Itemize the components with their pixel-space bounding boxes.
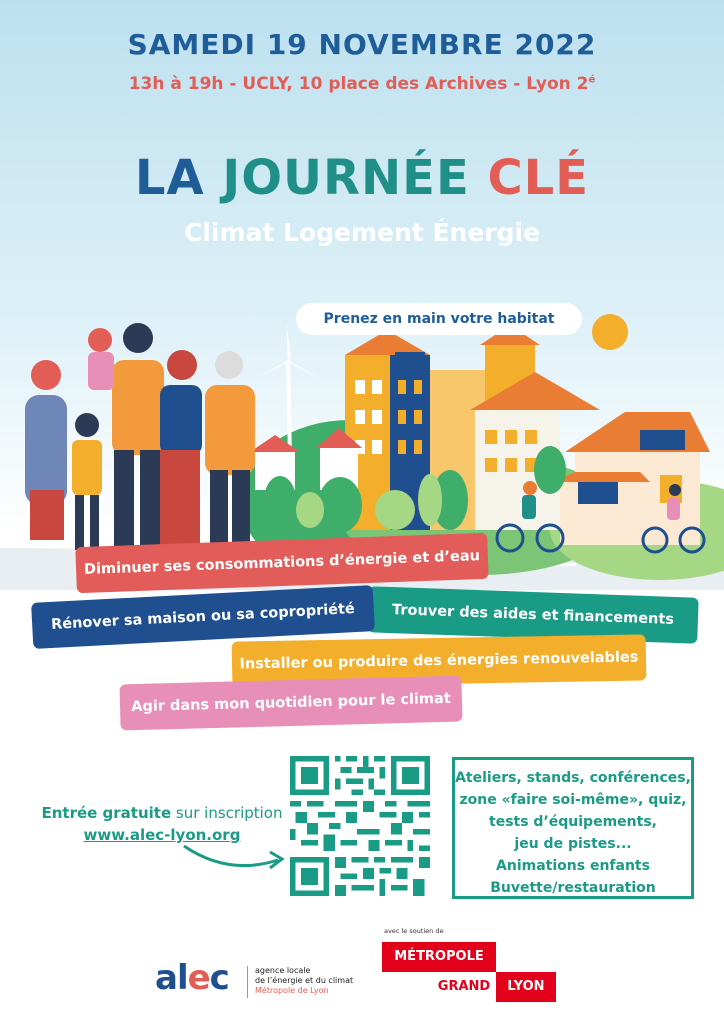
registration-suffix: sur inscription xyxy=(171,804,283,822)
theme-banner: Diminuer ses consommations d’énergie et d’eau xyxy=(75,533,488,593)
event-title xyxy=(0,150,724,206)
alec-divider xyxy=(247,966,248,998)
activity-line: zone «faire soi-même», quiz, xyxy=(459,792,687,808)
title-cle: CLÉ xyxy=(487,150,590,206)
title-la: LA xyxy=(134,150,205,206)
activity-line: Buvette/restauration xyxy=(490,880,656,896)
activities-box xyxy=(452,757,694,899)
alec-wordmark: alec xyxy=(155,958,229,998)
qr-code[interactable] xyxy=(290,756,430,896)
event-date: SAMEDI 19 NOVEMBRE 2022 xyxy=(127,28,597,61)
alec-logo xyxy=(155,958,354,998)
activity-line: Ateliers, stands, conférences, xyxy=(455,770,691,786)
curved-arrow-icon xyxy=(178,838,290,878)
metropole-logo-grand: GRAND xyxy=(437,979,491,994)
event-place xyxy=(0,74,724,94)
metropole-logo-top: MÉTROPOLE xyxy=(382,942,496,972)
alec-line3: Métropole de Lyon xyxy=(255,986,329,995)
free-entry-label: Entrée gratuite xyxy=(41,804,172,822)
activity-line: jeu de pistes... xyxy=(514,836,632,852)
title-journee: JOURNÉE xyxy=(222,150,470,206)
support-label: avec le soutien de xyxy=(384,927,444,935)
alec-line2: de l’énergie et du climat xyxy=(255,976,354,985)
alec-line1: agence locale xyxy=(255,966,311,975)
tagline-bubble: Prenez en main votre habitat xyxy=(296,303,582,335)
activity-line: tests d’équipements, xyxy=(489,814,657,830)
theme-banner: Trouver des aides et financements xyxy=(367,586,698,643)
theme-banner: Installer ou produire des énergies renouvelables xyxy=(232,634,647,687)
event-subtitle: Climat Logement Énergie xyxy=(183,218,541,247)
activity-line: Animations enfants xyxy=(496,858,650,874)
alec-caption xyxy=(255,966,375,996)
theme-banner: Agir dans mon quotidien pour le climat xyxy=(119,676,462,731)
place-text: 13h à 19h - UCLY, 10 place des Archives - Lyon 2 xyxy=(128,74,589,94)
registration-link[interactable]: www.alec-lyon.org xyxy=(83,826,241,844)
metropole-logo-lyon: LYON xyxy=(496,972,556,1002)
theme-banner: Rénover sa maison ou sa copropriété xyxy=(31,585,375,649)
place-superscript: é xyxy=(588,74,596,86)
